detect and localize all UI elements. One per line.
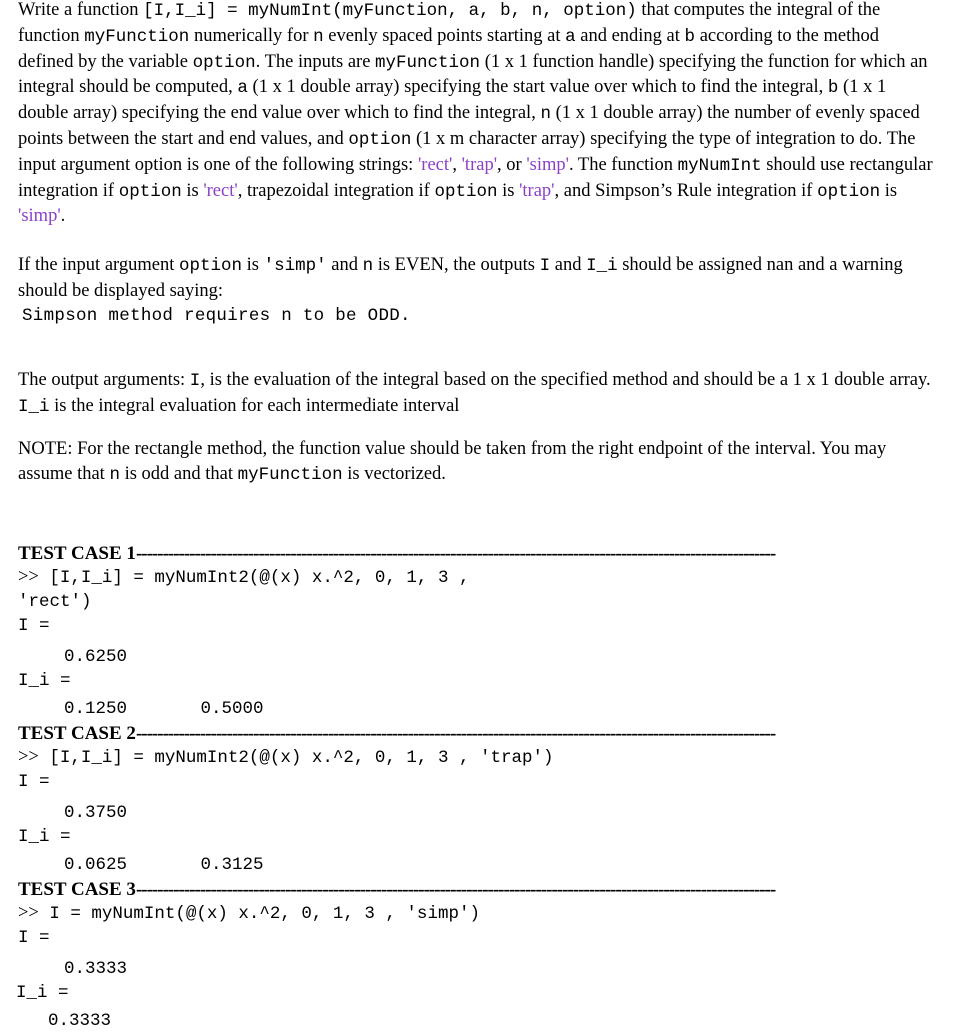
- code-term: I: [539, 256, 551, 277]
- text: and ending at: [575, 25, 685, 46]
- text: The output arguments:: [18, 369, 190, 390]
- problem-statement: [18, 0, 938, 1034]
- text: should be assigned nan and a warning should be displayed saying:: [18, 255, 903, 301]
- test-case-title: [18, 722, 776, 746]
- text: according to the method defined by the variable: [18, 25, 879, 72]
- text: is: [880, 180, 898, 201]
- code-term: myFunction: [84, 26, 190, 47]
- text: (1 x 1 double array) specifying the end value over which to find the integral,: [18, 77, 887, 124]
- test-case-title: [18, 542, 776, 566]
- code-term: option: [817, 181, 881, 202]
- string-literal: 'simp': [526, 154, 569, 175]
- code-term: n: [362, 256, 374, 277]
- text: , or: [497, 154, 527, 175]
- prompt: >>: [18, 566, 39, 587]
- output-label: I =: [18, 771, 50, 792]
- code-term: myFunction: [375, 52, 481, 73]
- note-paragraph: [18, 437, 938, 488]
- code-term: myNumInt: [677, 155, 762, 176]
- divider-dashes: ------------------------------------------------------------------------------------------------------------------------: [135, 542, 776, 564]
- text: evenly spaced points starting at: [323, 25, 566, 46]
- divider-dashes: ------------------------------------------------------------------------------------------------------------------------: [135, 878, 776, 900]
- text: (1 x 1 function handle) specifying the function for which an integral should be computed,: [18, 51, 928, 98]
- text: is: [242, 255, 264, 276]
- simpson-paragraph: [18, 253, 938, 304]
- test-case-3: [18, 878, 938, 1034]
- function-signature: [I,I_i] = myNumInt(myFunction, a, b, n, option): [143, 1, 637, 21]
- command-line: [18, 566, 938, 591]
- output-label: I_i =: [16, 983, 69, 1004]
- output-value: 0.6250: [64, 647, 128, 668]
- text: should use rectangular integration if: [18, 154, 933, 201]
- text: , is the evaluation of the integral based on the specified method and should be a 1 x 1 double array.: [200, 369, 931, 390]
- text: . The inputs are: [255, 51, 376, 72]
- test-case-2: [18, 722, 938, 878]
- test-case-heading: TEST CASE 3: [18, 878, 136, 900]
- output-label: I_i =: [18, 827, 71, 848]
- text: is: [181, 180, 204, 201]
- command: I = myNumInt(@(x) x.^2, 0, 1, 3 , 'simp'): [38, 903, 480, 924]
- text: is vectorized.: [342, 464, 446, 485]
- text: Write a function: [18, 0, 144, 20]
- command-line: [18, 902, 938, 927]
- text: .: [60, 206, 66, 227]
- outputs-paragraph: [18, 368, 938, 420]
- intro-paragraph: [18, 0, 938, 229]
- test-case-title: [18, 878, 776, 902]
- test-case-heading: TEST CASE 1: [18, 542, 136, 564]
- text: numerically for: [189, 25, 314, 46]
- code-term: myFunction: [237, 465, 343, 486]
- text: and: [550, 255, 587, 276]
- output-value: 0.1250 0.5000: [64, 698, 264, 719]
- string-literal: 'trap': [519, 180, 555, 201]
- text: is EVEN, the outputs: [373, 255, 540, 276]
- warning-message: Simpson method requires n to be ODD.: [22, 305, 411, 326]
- string-literal: 'rect': [203, 180, 238, 201]
- output-label: I =: [18, 927, 50, 948]
- string-literal: 'rect': [417, 154, 453, 175]
- string-literal: 'simp': [18, 206, 61, 227]
- test-case-heading: TEST CASE 2: [18, 722, 136, 744]
- code-term: b: [684, 26, 696, 47]
- code-term: option: [192, 52, 256, 73]
- text: (1 x 1 double array) specifying the start value over which to find the integral,: [247, 77, 828, 98]
- text: (1 x m character array) specifying the type of integration to do. The input argument option is one of the following strings:: [18, 128, 916, 175]
- text: and: [326, 255, 363, 276]
- output-value: 0.3333: [64, 959, 128, 980]
- command: [I,I_i] = myNumInt2(@(x) x.^2, 0, 1, 3 ,: [38, 567, 470, 588]
- text: is the integral evaluation for each intermediate interval: [49, 395, 460, 416]
- string-literal: 'trap': [461, 154, 498, 175]
- code-term: I_i: [18, 396, 50, 417]
- text: NOTE: For the rectangle method, the function value should be taken from the right endpoint of the interval. You may assume that: [18, 439, 887, 485]
- test-case-1: [18, 542, 938, 722]
- code-term: I_i: [586, 256, 618, 277]
- text: , trapezoidal integration if: [237, 180, 435, 201]
- command-line: [18, 746, 938, 771]
- output-value: 0.3750: [64, 803, 128, 824]
- code-term: n: [109, 465, 120, 486]
- code-term: option: [434, 181, 498, 202]
- code-term: n: [313, 26, 324, 47]
- text: is: [497, 180, 520, 201]
- code-term: option: [118, 181, 182, 202]
- code-term: 'simp': [263, 256, 327, 277]
- divider-dashes: ------------------------------------------------------------------------------------------------------------------------: [135, 722, 776, 744]
- output-label: I =: [18, 615, 50, 636]
- output-value: 0.3333: [48, 1010, 112, 1031]
- output-label: I_i =: [18, 671, 71, 692]
- text: (1 x 1 double array) the number of evenly spaced points between the start and end values, and: [18, 103, 920, 149]
- code-term: a: [237, 78, 248, 99]
- code-term: b: [827, 78, 839, 99]
- code-term: option: [178, 256, 242, 277]
- output-value: 0.0625 0.3125: [64, 854, 264, 875]
- text: that computes the integral of the function: [18, 0, 881, 46]
- code-term: a: [565, 26, 576, 47]
- prompt: >>: [18, 902, 39, 923]
- code-term: option: [348, 129, 412, 150]
- code-term: I: [189, 370, 201, 391]
- command: [I,I_i] = myNumInt2(@(x) x.^2, 0, 1, 3 , 'trap'): [38, 747, 554, 768]
- code-term: n: [540, 104, 551, 125]
- prompt: >>: [18, 746, 39, 767]
- text: If the input argument: [18, 255, 179, 276]
- text: , and Simpson’s Rule integration if: [554, 180, 818, 201]
- text: ,: [452, 154, 462, 175]
- text: is odd and that: [119, 464, 238, 485]
- text: . The function: [568, 154, 678, 175]
- command-continuation: 'rect'): [18, 591, 92, 612]
